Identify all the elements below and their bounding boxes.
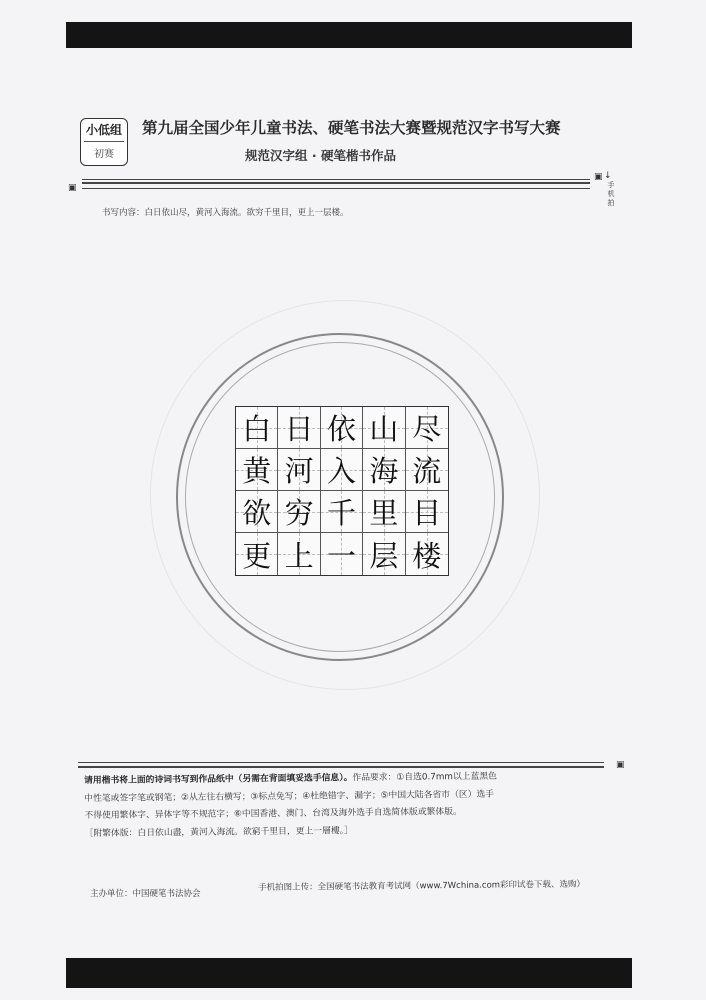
grid-cell: 一 — [321, 533, 363, 575]
grid-cell: 欲 — [236, 491, 278, 533]
scan-bottom-band — [66, 958, 632, 988]
badge-divider — [84, 141, 124, 142]
traditional-version-note: ［附繁体版：白日依山盡，黃河入海流。欲窮千里目，更上一層樓。］ — [84, 825, 353, 839]
camera-icon: ▣ — [616, 760, 625, 770]
grid-cell: 山 — [363, 407, 405, 449]
instructions-line-3: 不得使用繁体字、异体字等不规范字；⑥中国香港、澳门、台湾及海外选手自选简体版或繁体版。 — [84, 807, 462, 821]
camera-icon: ▣ — [68, 183, 77, 193]
header-rule-mid — [82, 182, 590, 184]
round-label: 初赛 — [94, 149, 114, 160]
grid-cell: 白 — [236, 407, 278, 449]
camera-icon: ▣ — [594, 172, 603, 182]
grid-cell: 入 — [321, 449, 363, 491]
grid-cell: 上 — [278, 533, 320, 575]
group-name: 小低组 — [85, 123, 122, 137]
grid-cell: 流 — [406, 449, 448, 491]
writing-content: 书写内容：白日依山尽，黄河入海流。欲穷千里目，更上一层楼。 — [102, 208, 349, 218]
writing-grid — [235, 406, 449, 576]
grid-cell: 黄 — [236, 449, 278, 491]
instructions-line-2: 中性笔或签字笔或钢笔；②从左往右横写；③标点免写；④杜绝错字、漏字；⑤中国大陆各省市（区）选手 — [84, 789, 495, 804]
grid-cell: 更 — [236, 533, 278, 575]
grid-cell: 里 — [363, 491, 405, 533]
header-rule-bottom — [82, 188, 590, 189]
grid-cell: 目 — [406, 491, 448, 533]
organizer: 主办单位：中国硬笔书法协会 — [90, 889, 201, 899]
upload-note: 手机拍图上传：全国硬笔书法教育考试网（www.7Wchina.com彩印试卷下载、选购） — [258, 879, 586, 893]
arrow-down-icon: ↓ — [604, 171, 612, 181]
contest-title: 第九届全国少年儿童书法、硬笔书法大赛暨规范汉字书写大赛 — [142, 118, 561, 137]
grid-cell: 层 — [363, 533, 405, 575]
grid-cell: 海 — [363, 449, 405, 491]
category-subtitle: 规范汉字组 · 硬笔楷书作品 — [245, 148, 396, 163]
group-badge — [80, 118, 128, 166]
grid-cell: 穷 — [278, 491, 320, 533]
grid-cell: 楼 — [406, 533, 448, 575]
grid-cell: 千 — [321, 491, 363, 533]
footer-rule-top — [78, 762, 604, 763]
photo-side-label: 手机拍 — [607, 181, 615, 207]
scan-top-band — [66, 22, 632, 48]
grid-cell: 河 — [278, 449, 320, 491]
grid-cell: 依 — [321, 407, 363, 449]
grid-cell: 日 — [278, 407, 320, 449]
grid-cell: 尽 — [406, 407, 448, 449]
header-rule-top — [82, 179, 590, 180]
instructions-requirements: 作品要求：①自选0.7mm以上蓝黑色 — [352, 771, 498, 784]
instructions-lead: 请用楷书将上面的诗词书写到作品纸中（另需在背面填妥选手信息）。 — [84, 773, 353, 786]
instructions-block — [84, 767, 620, 843]
